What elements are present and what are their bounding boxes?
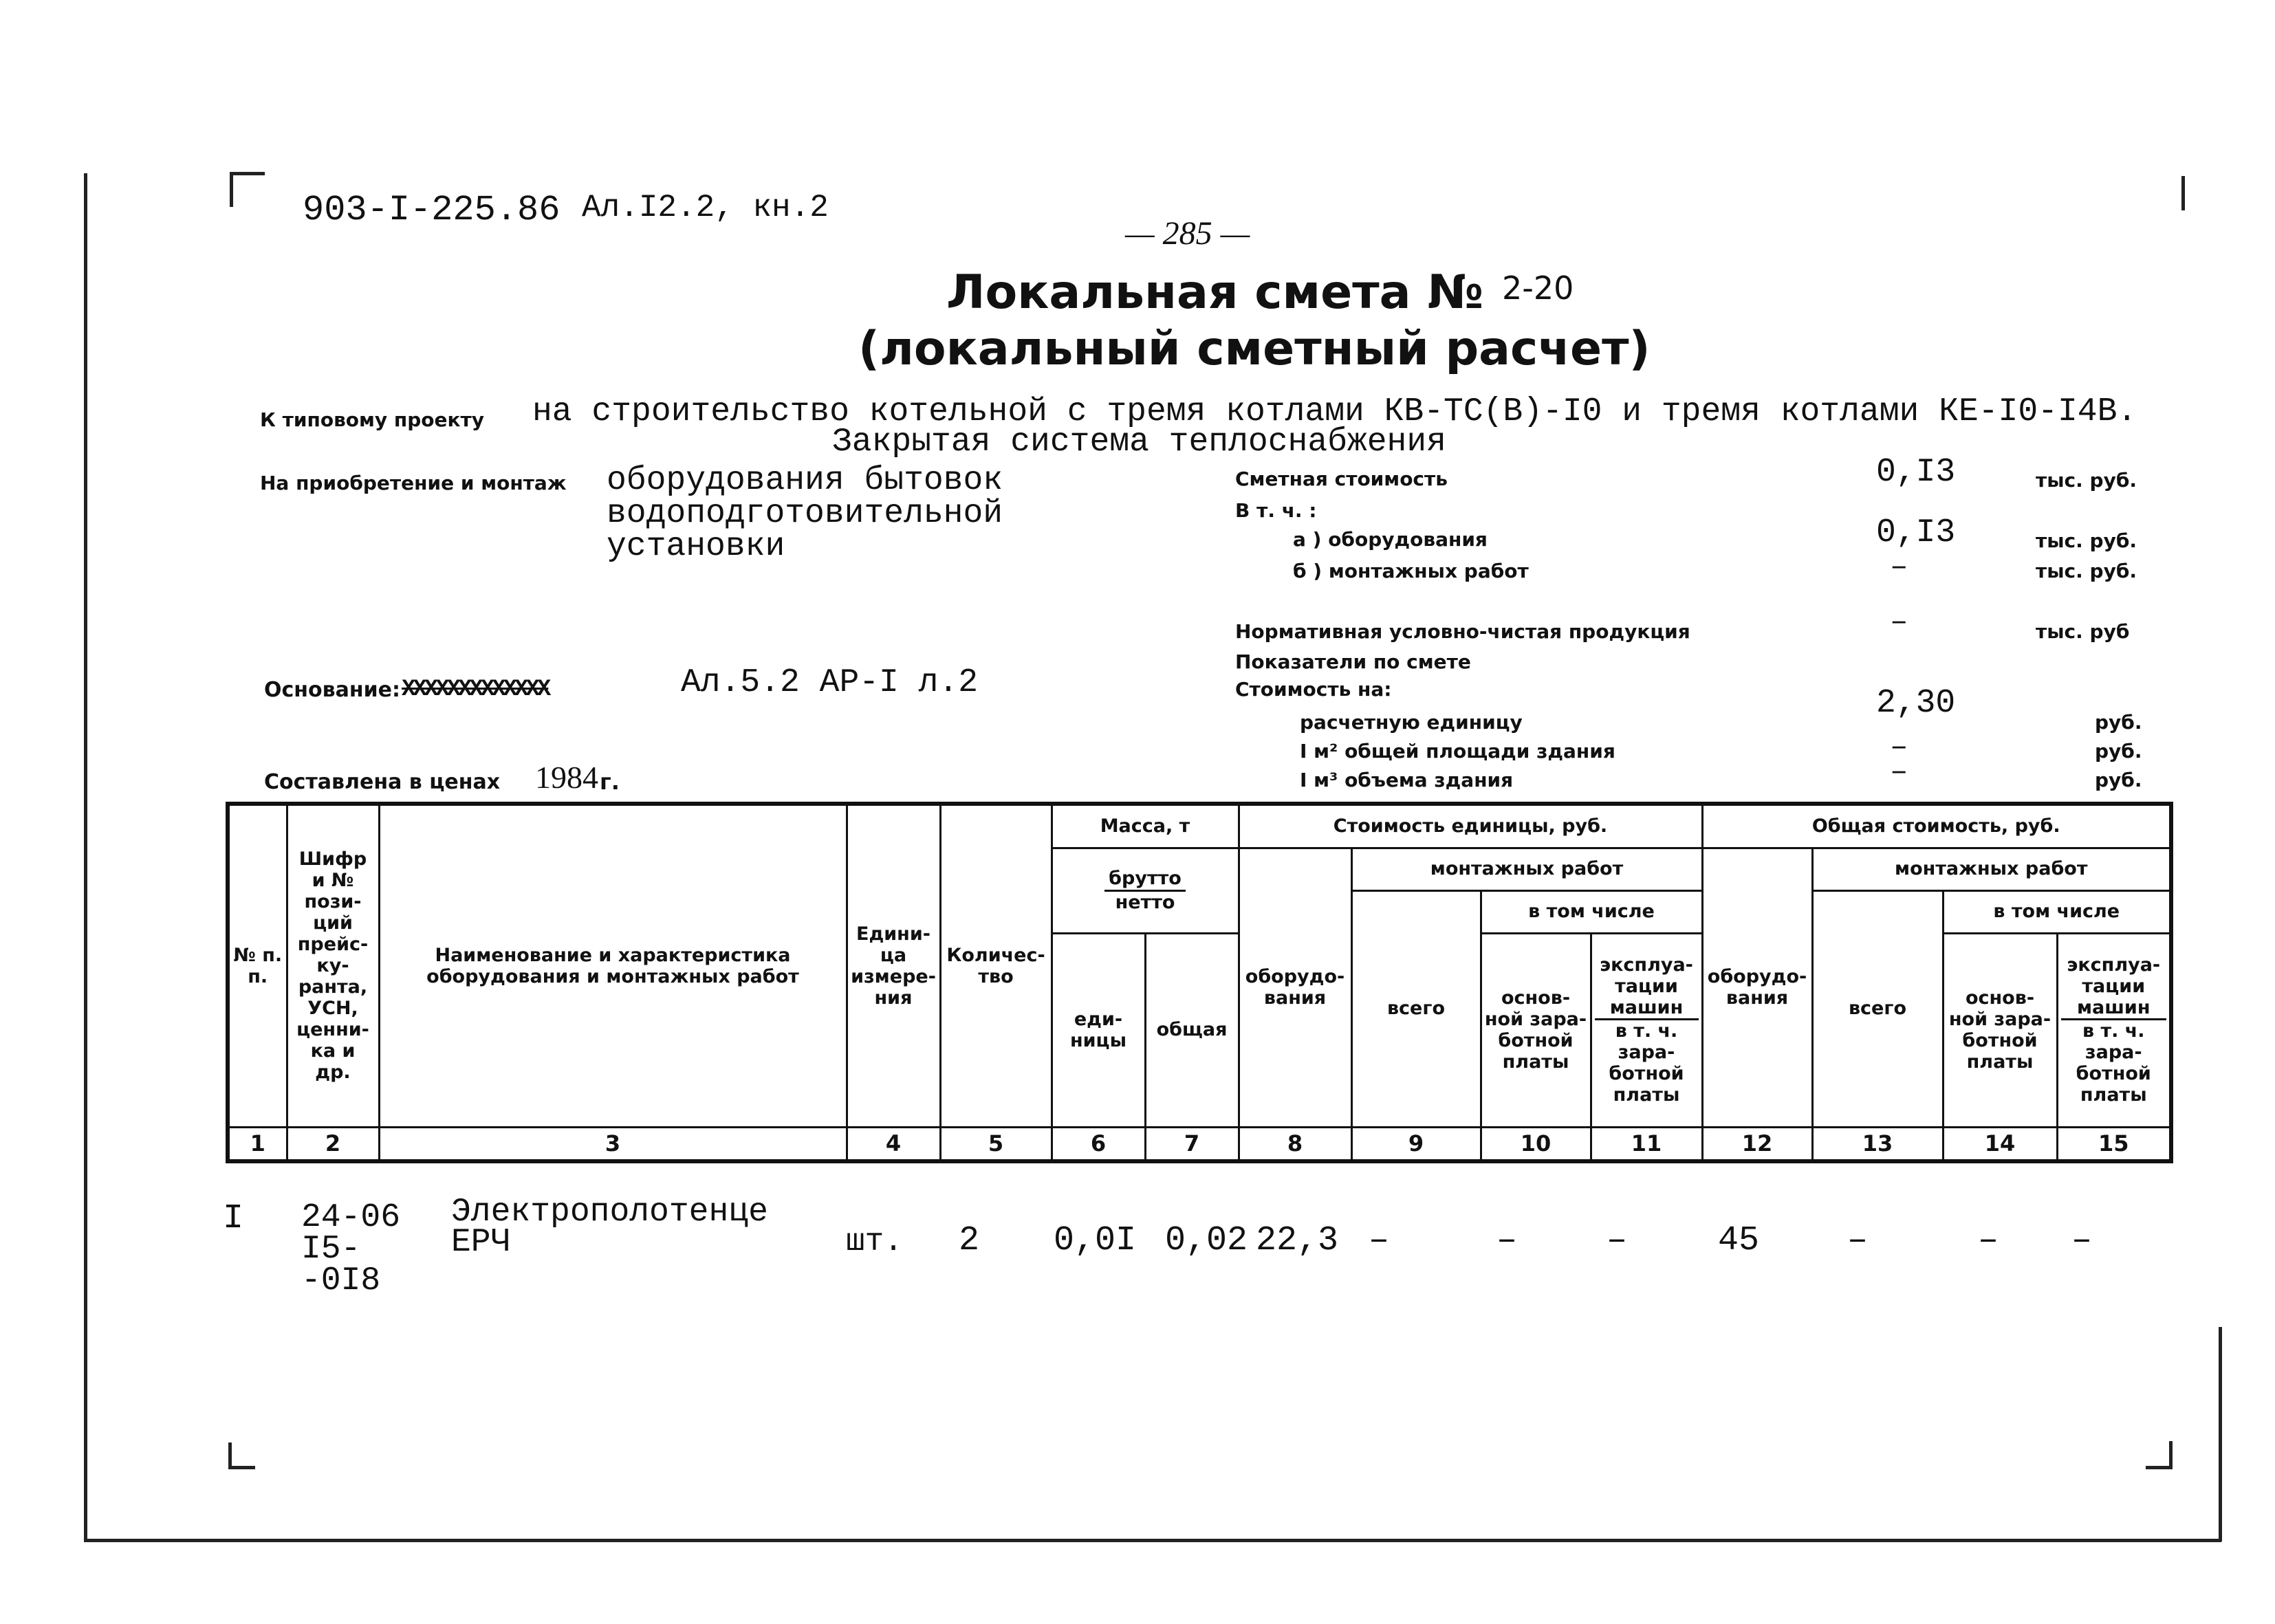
col-number: 1 — [228, 1127, 287, 1161]
col-number: 9 — [1351, 1127, 1481, 1161]
unit-value: 2,30 — [1876, 685, 1956, 722]
page-title: Локальная смета № — [946, 265, 1484, 320]
col-header-mount-all: всего — [1351, 890, 1481, 1127]
row-mass-total: 0,02 — [1165, 1221, 1248, 1260]
volume-value: – — [1890, 755, 1908, 789]
basis-struck-text: XXXXXXXXXXXXX — [402, 677, 549, 703]
row-equip-unit-cost: 22,3 — [1256, 1221, 1339, 1260]
col-header-total-incl: в том числе — [1943, 890, 2171, 933]
area-label: I м² общей площади здания — [1300, 740, 1615, 762]
col-number: 8 — [1239, 1127, 1351, 1161]
corner-mark-top-left — [230, 172, 265, 207]
basis-label: Основание: — [264, 678, 400, 702]
doc-code: 903-I-225.86 — [303, 190, 560, 230]
col-header-total-wage: основ- ной зара- ботной платы — [1943, 933, 2057, 1127]
col-header-name: Наименование и характеристика оборудования и монтажных работ — [379, 804, 847, 1127]
page-subtitle: (локальный сметный расчет) — [858, 322, 1651, 376]
incl-label: В т. ч. : — [1235, 499, 1317, 522]
equip-label: а ) оборудования — [1293, 528, 1488, 551]
row-total-mount-all: – — [1847, 1221, 1869, 1260]
brutto-label: брутто — [1104, 868, 1186, 891]
col-header-incl: в том числе — [1481, 890, 1702, 933]
col-header-total-equip: оборудо- вания — [1702, 848, 1812, 1127]
norm-label: Нормативная условно-чистая продукция — [1235, 620, 1690, 643]
norm-value: – — [1890, 605, 1908, 639]
mount-value: – — [1890, 550, 1908, 584]
mount-unit: тыс. руб. — [2036, 560, 2137, 582]
cost-label: Сметная стоимость — [1235, 468, 1448, 490]
col-number: 10 — [1481, 1127, 1591, 1161]
row-mount-wage: – — [1496, 1221, 1518, 1260]
estimate-table-header — [226, 802, 2173, 1163]
cost-unit: тыс. руб. — [2036, 469, 2137, 492]
col-header-brutto-netto — [1052, 848, 1239, 933]
col-header-mach — [1591, 933, 1702, 1127]
left-border-line — [84, 173, 87, 1541]
project-text-2: Закрытая система теплоснабжения — [832, 424, 1446, 461]
cost-per-label: Стоимость на: — [1235, 678, 1392, 701]
col-number: 11 — [1591, 1127, 1702, 1161]
volume-label: I м³ объема здания — [1300, 769, 1514, 791]
purpose-line-3: установки — [607, 528, 785, 565]
project-text: на строительство котельной с тремя котлами КВ-ТС(В)-I0 и тремя котлами КЕ-I0-I4В. — [532, 393, 2137, 430]
corner-mark-bottom-left — [228, 1442, 255, 1469]
purpose-label: На приобретение и монтаж — [260, 472, 567, 494]
col-number: 2 — [287, 1127, 379, 1161]
col-header-equip: оборудо- вания — [1239, 848, 1351, 1127]
col-number: 5 — [940, 1127, 1052, 1161]
right-border-line — [2219, 1327, 2222, 1541]
basis-text: Ал.5.2 АР-I л.2 — [681, 664, 979, 701]
mount-label: б ) монтажных работ — [1293, 560, 1529, 582]
col-header-mass-total: общая — [1145, 933, 1239, 1127]
col-header-total-cost: Общая стоимость, руб. — [1702, 804, 2171, 848]
col-number: 15 — [2057, 1127, 2171, 1161]
row-mount-mach: – — [1607, 1221, 1628, 1260]
col-header-mass-unit: еди- ницы — [1052, 933, 1145, 1127]
col-number: 13 — [1812, 1127, 1943, 1161]
norm-unit: тыс. руб — [2036, 620, 2130, 643]
indicators-label: Показатели по смете — [1235, 650, 1471, 673]
row-total-wage: – — [1978, 1221, 1999, 1260]
album-ref: Ал.I2.2, кн.2 — [582, 190, 829, 226]
netto-label: нетто — [1115, 891, 1175, 913]
row-name-2: ЕРЧ — [451, 1224, 511, 1261]
row-mass-unit: 0,0I — [1054, 1221, 1137, 1260]
row-code-3: -0I8 — [301, 1262, 381, 1299]
col-header-unit-cost: Стоимость единицы, руб. — [1239, 804, 1702, 848]
corner-mark-top-right — [2181, 176, 2185, 210]
purpose-line-1: оборудования бытовок — [607, 462, 1003, 499]
unit-unit: руб. — [2095, 711, 2142, 734]
col-number: 3 — [379, 1127, 847, 1161]
col-number: 6 — [1052, 1127, 1145, 1161]
row-name-1: Электрополотенце — [451, 1194, 768, 1231]
col-header-total-mount: монтажных работ — [1812, 848, 2171, 890]
total-mach-wage-label: в т. ч. зара- ботной платы — [2076, 1020, 2151, 1106]
prices-year: 1984 — [535, 760, 598, 795]
row-code-2: I5- — [301, 1231, 361, 1268]
purpose-line-2: водоподготовительной — [607, 495, 1003, 532]
col-header-mass: Масса, т — [1052, 804, 1239, 848]
total-mach-label: эксплуа- тации машин — [2061, 954, 2167, 1020]
equip-value: 0,I3 — [1876, 514, 1956, 551]
row-no: I — [223, 1199, 244, 1238]
prices-suffix: г. — [600, 769, 620, 795]
area-value: – — [1890, 730, 1908, 765]
row-qty: 2 — [959, 1221, 980, 1260]
col-header-no: № п. п. — [228, 804, 287, 1127]
equip-unit: тыс. руб. — [2036, 529, 2137, 552]
mach-label: эксплуа- тации машин — [1595, 954, 1699, 1020]
page-number: — 285 — — [1125, 215, 1250, 252]
col-header-qty: Количес- тво — [940, 804, 1052, 1127]
bottom-border-line — [84, 1539, 2221, 1542]
project-label: К типовому проекту — [260, 408, 485, 431]
row-total-mach: – — [2071, 1221, 2093, 1260]
row-mount-all: – — [1369, 1221, 1390, 1260]
col-header-total-all: всего — [1812, 890, 1943, 1127]
row-equip-total: 45 — [1718, 1221, 1760, 1260]
prices-label: Составлена в ценах — [264, 770, 501, 794]
unit-label: расчетную единицу — [1300, 711, 1523, 734]
cost-value: 0,I3 — [1876, 454, 1956, 491]
col-header-unit: Едини- ца измере- ния — [847, 804, 940, 1127]
row-code-1: 24-06 — [301, 1199, 401, 1236]
col-number: 7 — [1145, 1127, 1239, 1161]
area-unit: руб. — [2095, 740, 2142, 762]
col-header-code: Шифр и № пози- ций прейс- ку- ранта, УСН, ценни- ка и др. — [287, 804, 379, 1127]
row-unit: шт. — [846, 1224, 903, 1260]
col-number: 4 — [847, 1127, 940, 1161]
col-header-total-mach — [2057, 933, 2171, 1127]
volume-unit: руб. — [2095, 769, 2142, 791]
col-header-wage: основ- ной зара- ботной платы — [1481, 933, 1591, 1127]
mach-wage-label: в т. ч. зара- ботной платы — [1609, 1020, 1684, 1106]
estimate-number: 2-20 — [1502, 270, 1574, 307]
col-header-mount: монтажных работ — [1351, 848, 1702, 890]
col-number: 14 — [1943, 1127, 2057, 1161]
corner-mark-bottom-right — [2146, 1441, 2173, 1469]
col-number: 12 — [1702, 1127, 1812, 1161]
